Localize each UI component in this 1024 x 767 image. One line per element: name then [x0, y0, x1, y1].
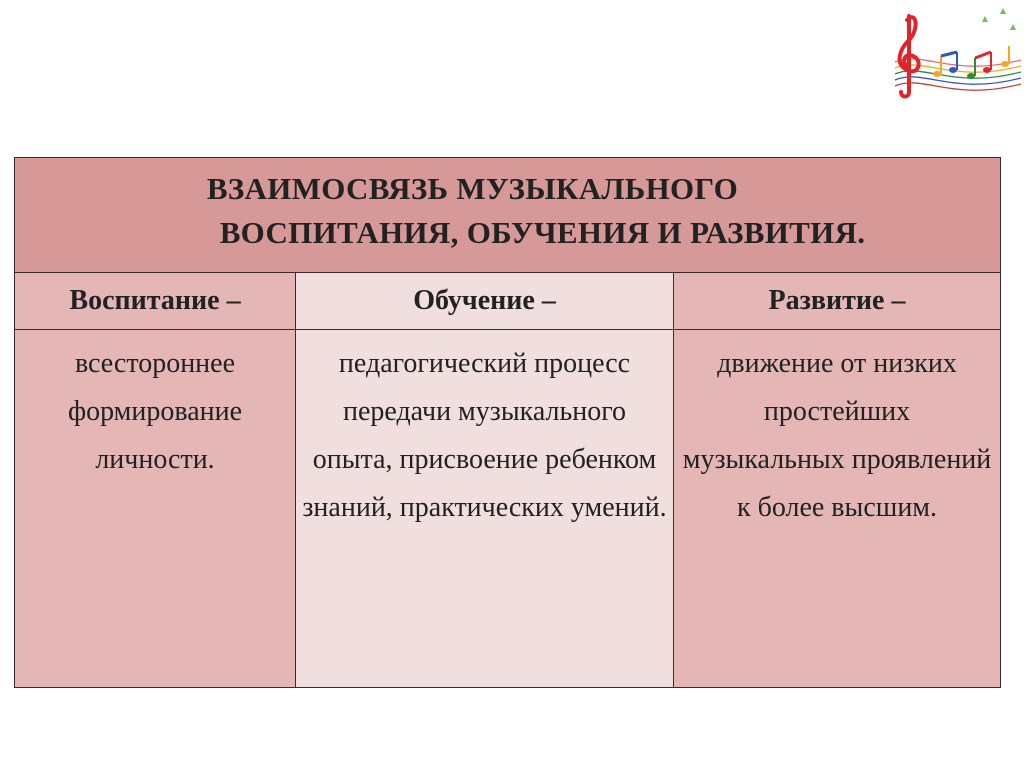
column-header-upbringing [15, 273, 296, 330]
column-header-label: Воспитание – [69, 285, 241, 316]
column-header-development [674, 273, 1001, 330]
music-notes-logo [873, 0, 1024, 102]
music-education-table [14, 157, 1001, 688]
column-header-label: Обучение – [413, 285, 556, 316]
title-line-1: ВЗАИМОСВЯЗЬ МУЗЫКАЛЬНОГО [206, 171, 739, 206]
column-header-label: Развитие – [768, 285, 906, 316]
column-header-learning [296, 273, 674, 330]
cell-development-definition [674, 330, 1001, 688]
cell-text: всестороннее формирование личности. [67, 348, 243, 475]
table-title [15, 158, 1001, 273]
cell-text: педагогический процесс передачи музыкального опыта, присвоение ребенком знаний, практических умений. [302, 348, 667, 523]
title-line-2: ВОСПИТАНИЯ, ОБУЧЕНИЯ И РАЗВИТИЯ. [219, 215, 866, 250]
cell-learning-definition [296, 330, 674, 688]
treble-clef-icon [873, 0, 1024, 102]
cell-text: движение от низких простейших музыкальных проявлений к более высшим. [682, 348, 992, 523]
cell-upbringing-definition [15, 330, 296, 688]
